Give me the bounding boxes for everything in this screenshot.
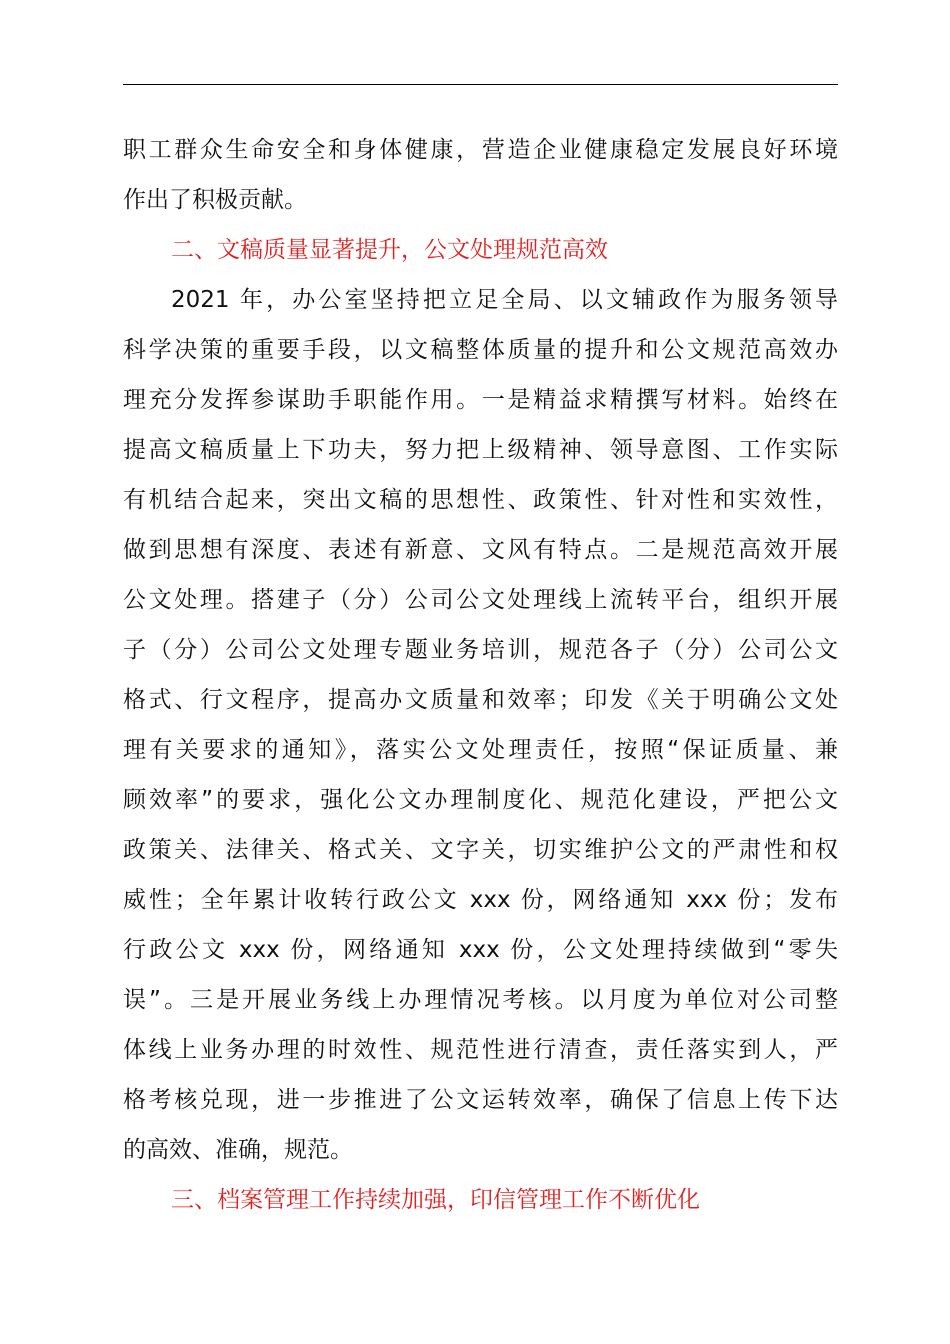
paragraph-line: 顾效率”的要求，强化公文办理制度化、规范化建设，严把公文 bbox=[123, 787, 838, 813]
paragraph-line: 理有关要求的通知》，落实公文处理责任，按照“保证质量、兼 bbox=[123, 737, 838, 763]
paragraph-line: 公文处理。搭建子（分）公司公文处理线上流转平台，组织开展 bbox=[123, 587, 838, 613]
paragraph-line: 做到思想有深度、表述有新意、文风有特点。二是规范高效开展 bbox=[123, 537, 838, 563]
paragraph-line: 提高文稿质量上下功夫，努力把上级精神、领导意图、工作实际 bbox=[123, 437, 838, 463]
paragraph-line: 理充分发挥参谋助手职能作用。一是精益求精撰写材料。始终在 bbox=[123, 387, 838, 413]
header-rule bbox=[123, 84, 838, 85]
paragraph-line: 的高效、准确，规范。 bbox=[123, 1137, 353, 1163]
paragraph-line: 误”。三是开展业务线上办理情况考核。以月度为单位对公司整 bbox=[123, 987, 838, 1013]
paragraph-line: 职工群众生命安全和身体健康，营造企业健康稳定发展良好环境 bbox=[123, 137, 838, 163]
paragraph-line: 格考核兑现，进一步推进了公文运转效率，确保了信息上传下达 bbox=[123, 1087, 838, 1113]
paragraph-line: 子（分）公司公文处理专题业务培训，规范各子（分）公司公文 bbox=[123, 637, 838, 663]
paragraph-line: 有机结合起来，突出文稿的思想性、政策性、针对性和实效性， bbox=[123, 487, 838, 513]
paragraph-line: 作出了积极贡献。 bbox=[123, 187, 307, 213]
paragraph-line: 体线上业务办理的时效性、规范性进行清查，责任落实到人，严 bbox=[123, 1037, 838, 1063]
document-body bbox=[123, 125, 838, 1225]
paragraph-line: 2021 年，办公室坚持把立足全局、以文辅政作为服务领导 bbox=[171, 287, 838, 313]
paragraph-line: 威性；全年累计收转行政公文 xxx 份，网络通知 xxx 份；发布 bbox=[123, 887, 838, 913]
paragraph-line: 科学决策的重要手段，以文稿整体质量的提升和公文规范高效办 bbox=[123, 337, 838, 363]
section-heading-2: 二、文稿质量显著提升，公文处理规范高效 bbox=[171, 237, 608, 263]
paragraph-line: 行政公文 xxx 份，网络通知 xxx 份，公文处理持续做到“零失 bbox=[123, 937, 838, 963]
section-heading-3: 三、档案管理工作持续加强，印信管理工作不断优化 bbox=[171, 1187, 700, 1213]
paragraph-line: 格式、行文程序，提高办文质量和效率；印发《关于明确公文处 bbox=[123, 687, 838, 713]
paragraph-line: 政策关、法律关、格式关、文字关，切实维护公文的严肃性和权 bbox=[123, 837, 838, 863]
